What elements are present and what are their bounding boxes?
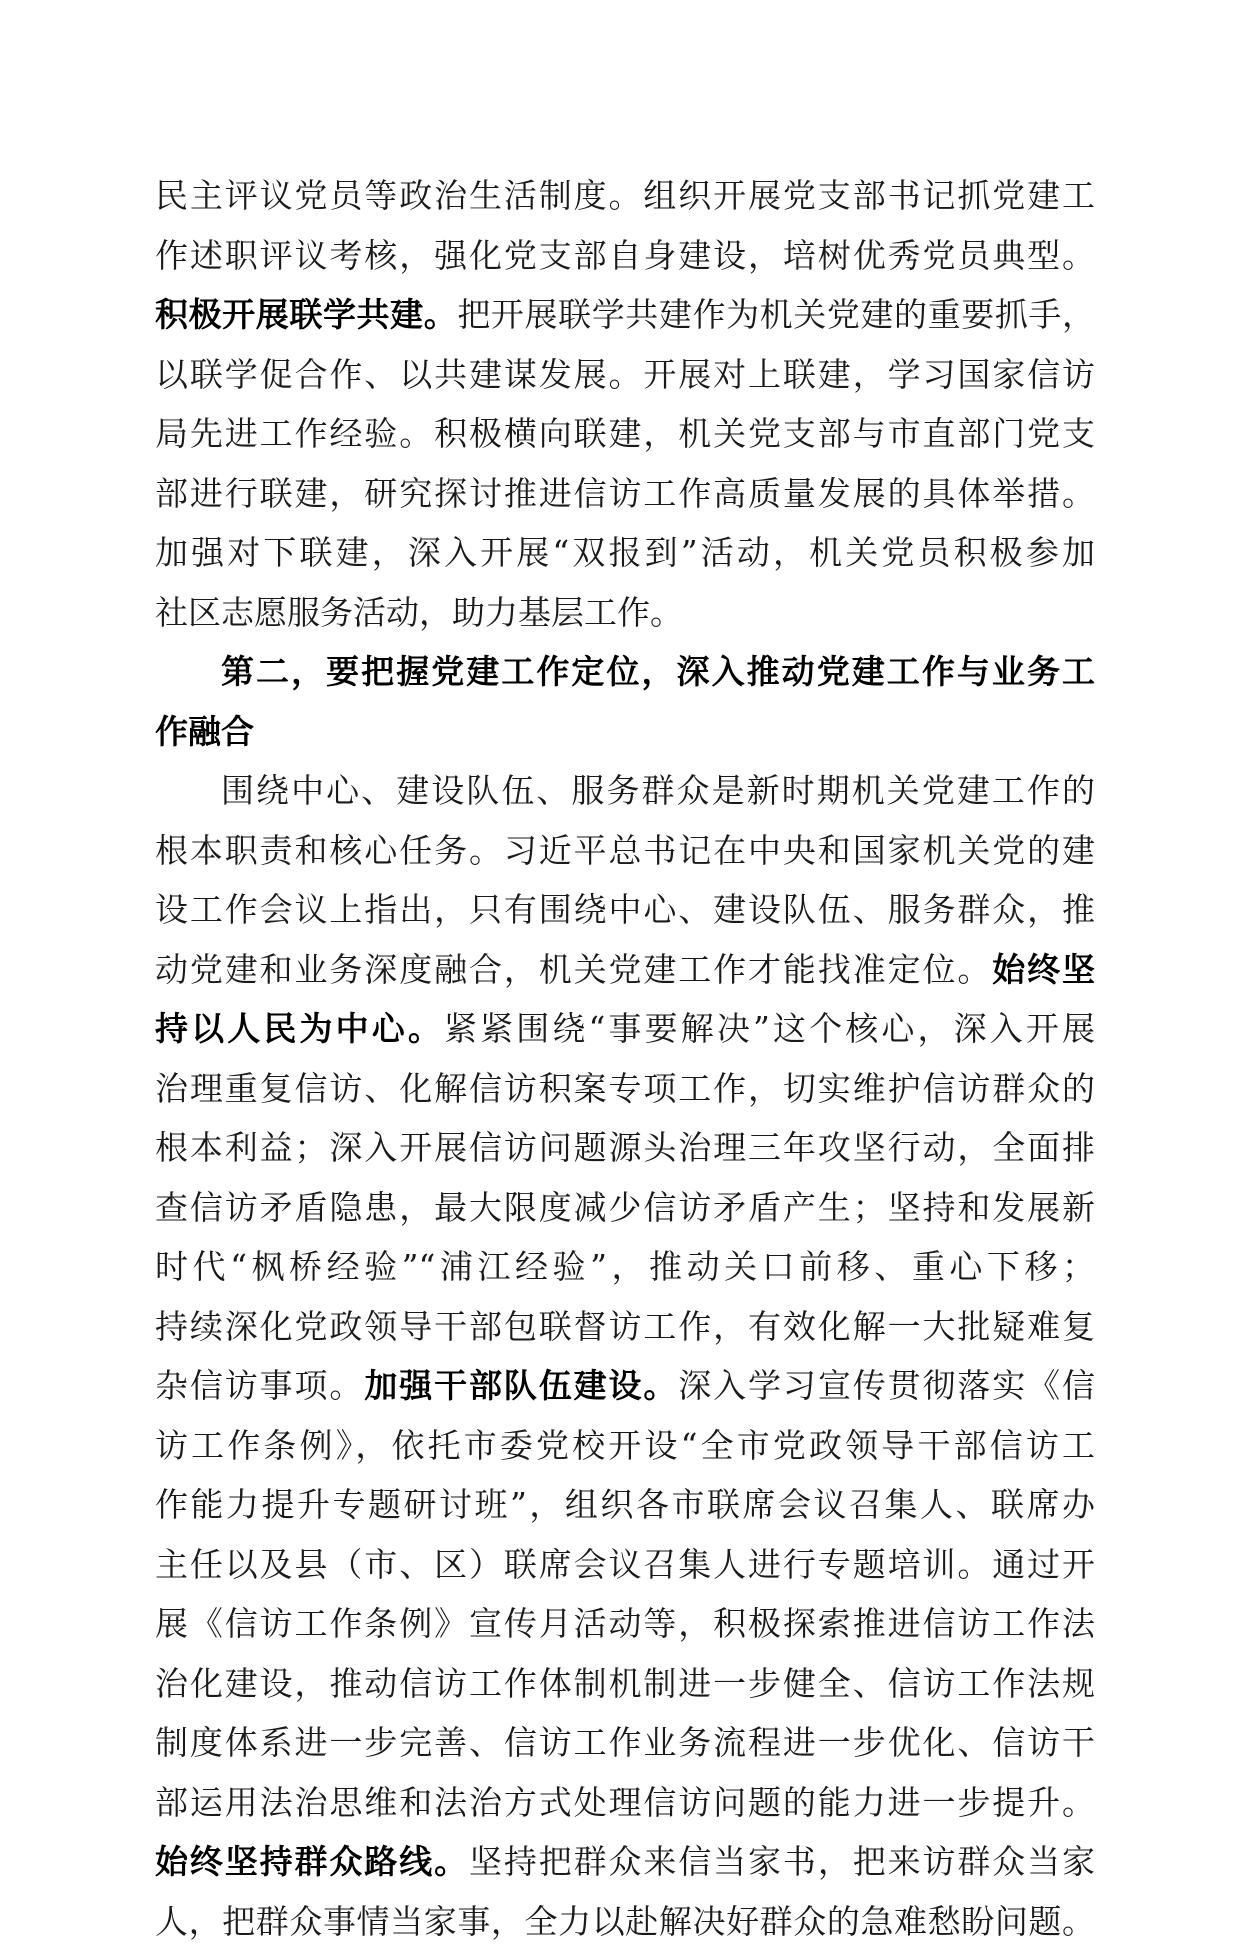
text-segment: 人，把群众事情当家事，全力以赴解决好群众的急难愁盼问题。 (155, 1902, 1095, 1941)
text-line (155, 1535, 1095, 1595)
text-line (155, 1594, 1095, 1654)
text-line (155, 345, 1095, 405)
bold-text-segment: 加强干部队伍建设。 (364, 1366, 678, 1405)
text-segment: 紧紧围绕“事要解决”这个核心，深入开展 (444, 1009, 1095, 1048)
text-line (155, 1356, 1095, 1416)
text-segment: 坚持把群众来信当家书，把来访群众当家 (469, 1842, 1095, 1881)
text-line (155, 1059, 1095, 1119)
text-segment: 局先进工作经验。积极横向联建，机关党支部与市直部门党支 (155, 414, 1095, 453)
text-line (155, 1297, 1095, 1357)
text-segment: 以联学促合作、以共建谋发展。开展对上联建，学习国家信访 (155, 355, 1095, 394)
text-line (155, 523, 1095, 583)
document-body (155, 166, 1095, 1951)
bold-text-segment: 始终坚 (992, 950, 1095, 989)
text-line (155, 880, 1095, 940)
bold-text-segment: 始终坚持群众路线。 (155, 1842, 469, 1881)
text-line (155, 1892, 1095, 1951)
text-segment: 民主评议党员等政治生活制度。组织开展党支部书记抓党建工 (155, 176, 1095, 215)
bold-text-segment: 作融合 (155, 712, 254, 751)
text-segment: 杂信访事项。 (155, 1366, 364, 1405)
text-line (155, 761, 1095, 821)
text-line (155, 821, 1095, 881)
text-line (155, 1118, 1095, 1178)
text-segment: 根本利益；深入开展信访问题源头治理三年攻坚行动，全面排 (155, 1128, 1095, 1167)
text-segment: 社区志愿服务活动，助力基层工作。 (155, 593, 683, 632)
text-segment: 把开展联学共建作为机关党建的重要抓手， (457, 295, 1095, 334)
text-line (155, 226, 1095, 286)
text-segment: 围绕中心、建设队伍、服务群众是新时期机关党建工作的 (221, 771, 1095, 810)
text-line (155, 583, 1095, 643)
text-segment: 查信访矛盾隐患，最大限度减少信访矛盾产生；坚持和发展新 (155, 1188, 1095, 1227)
text-segment: 设工作会议上指出，只有围绕中心、建设队伍、服务群众，推 (155, 890, 1095, 929)
text-line (155, 1178, 1095, 1238)
text-segment: 时代“枫桥经验”“浦江经验”，推动关口前移、重心下移； (155, 1247, 1095, 1286)
text-line (155, 404, 1095, 464)
text-line (155, 1654, 1095, 1714)
bold-text-segment: 积极开展联学共建。 (155, 295, 457, 334)
text-segment: 治化建设，推动信访工作体制机制进一步健全、信访工作法规 (155, 1664, 1095, 1703)
text-segment: 访工作条例》，依托市委党校开设“全市党政领导干部信访工 (155, 1426, 1095, 1465)
text-segment: 部进行联建，研究探讨推进信访工作高质量发展的具体举措。 (155, 474, 1095, 513)
section-heading-line (155, 702, 1095, 762)
text-segment: 部运用法治思维和法治方式处理信访问题的能力进一步提升。 (155, 1783, 1095, 1822)
text-segment: 动党建和业务深度融合，机关党建工作才能找准定位。 (155, 950, 992, 989)
text-line (155, 1773, 1095, 1833)
text-segment: 展《信访工作条例》宣传月活动等，积极探索推进信访工作法 (155, 1604, 1095, 1643)
text-line (155, 940, 1095, 1000)
bold-text-segment: 第二，要把握党建工作定位，深入推动党建工作与业务工 (221, 652, 1095, 691)
text-segment: 深入学习宣传贯彻落实《信 (678, 1366, 1095, 1405)
text-line (155, 1416, 1095, 1476)
text-line (155, 1475, 1095, 1535)
text-line (155, 1832, 1095, 1892)
text-line (155, 1237, 1095, 1297)
text-segment: 持续深化党政领导干部包联督访工作，有效化解一大批疑难复 (155, 1307, 1095, 1346)
section-heading-line (155, 642, 1095, 702)
bold-text-segment: 持以人民为中心。 (155, 1009, 444, 1048)
text-segment: 作述职评议考核，强化党支部自身建设，培树优秀党员典型。 (155, 236, 1095, 275)
text-segment: 制度体系进一步完善、信访工作业务流程进一步优化、信访干 (155, 1723, 1095, 1762)
text-line (155, 1713, 1095, 1773)
text-line (155, 285, 1095, 345)
text-segment: 主任以及县（市、区）联席会议召集人进行专题培训。通过开 (155, 1545, 1095, 1584)
text-line (155, 999, 1095, 1059)
text-segment: 作能力提升专题研讨班”，组织各市联席会议召集人、联席办 (155, 1485, 1095, 1524)
text-line (155, 166, 1095, 226)
text-segment: 根本职责和核心任务。习近平总书记在中央和国家机关党的建 (155, 831, 1095, 870)
text-line (155, 464, 1095, 524)
text-segment: 治理重复信访、化解信访积案专项工作，切实维护信访群众的 (155, 1069, 1095, 1108)
text-segment: 加强对下联建，深入开展“双报到”活动，机关党员积极参加 (155, 533, 1095, 572)
